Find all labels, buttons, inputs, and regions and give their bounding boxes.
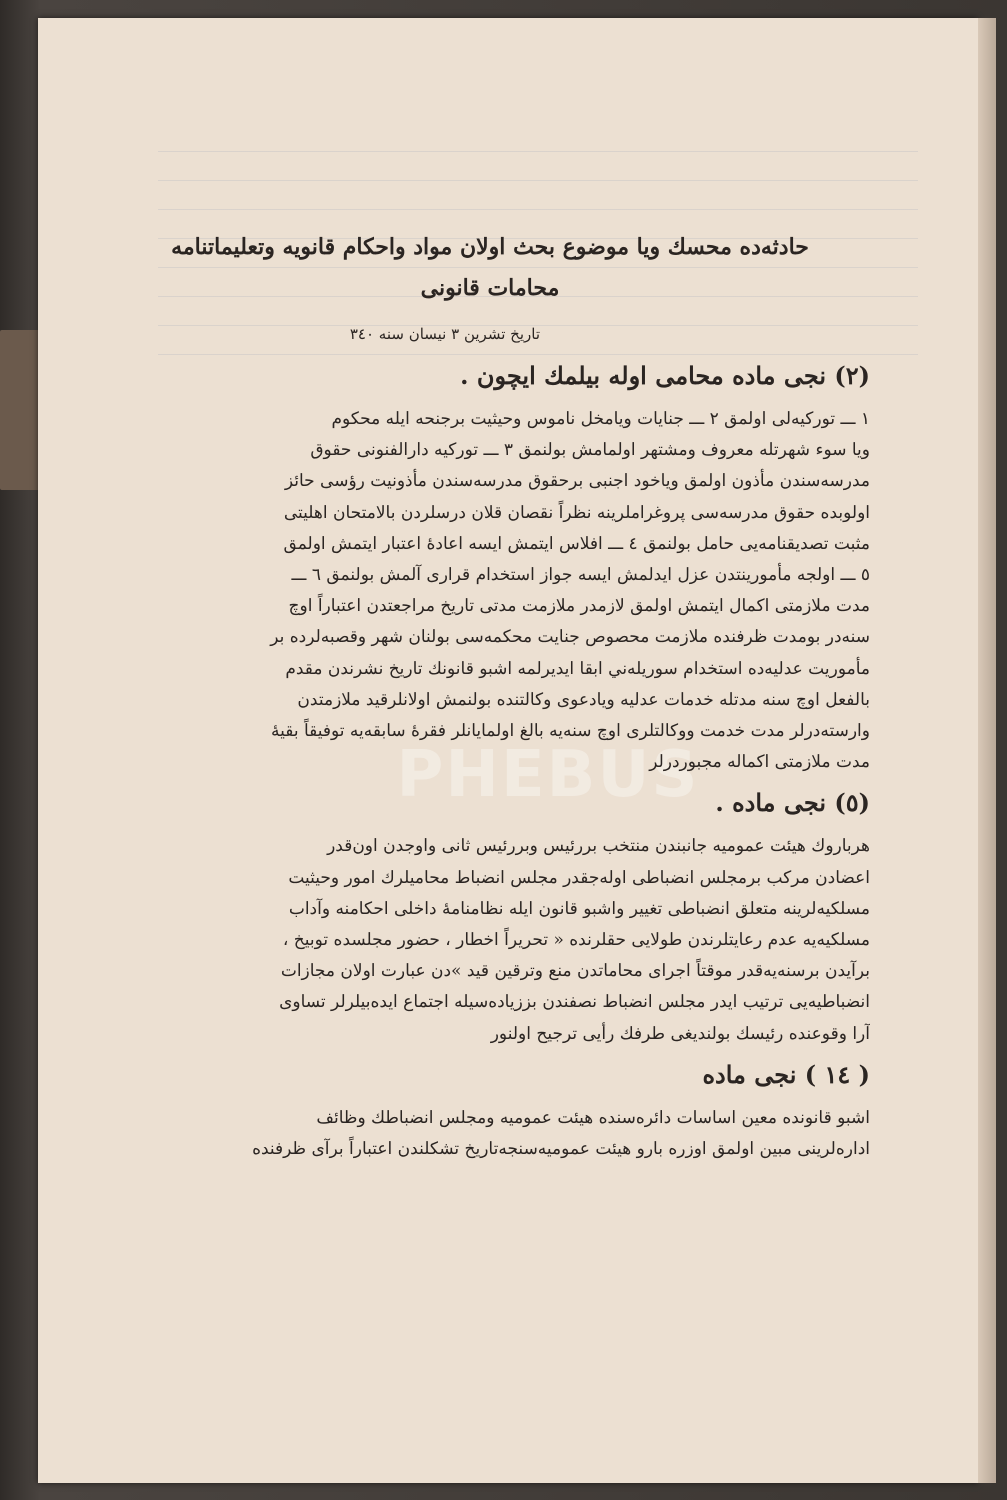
text-line: ٥ ـــ اولجه مأمورينتدن عزل ايدلمش ايسه جواز استخدام قراری آلمش بولنمق ٦ ـــ: [291, 565, 870, 586]
date-line: تاريخ تشرين ٣ نيسان سنه ٣٤٠: [349, 325, 540, 343]
text-line: اولوبده حقوق مدرسه‌سی پروغراملرينه نظراً نقصان قلان درسلردن بالامتحان اهليتی: [283, 502, 870, 523]
text-line: برآيدن برسنه‌يه‌قدر موقتاً اجرای محاماتدن منع وترقين قيد »دن عبارت اولان مجازات: [280, 961, 870, 982]
text-line: مسلكيه‌يه عدم رعايتلرندن طولايی حقلرنده « تحريراً اخطار ، حضور مجلسده توبيخ ،: [282, 930, 870, 951]
section-heading: (٢) نجی ماده محامی اوله بيلمك ايچون .: [460, 361, 870, 390]
text-line: انضباطيه‌يی ترتيب ايدر مجلس انضباط نصفندن بززياده‌سيله اجتماع ايده‌بيلرلر تساوی: [279, 992, 870, 1013]
text-line: وارسته‌درلر مدت خدمت ووكالتلری اوچ سنه‌يه بالغ اولمايانلر فقرهٔ سابقه‌يه توفيقاً بقيهٔ: [271, 721, 870, 742]
text-line: هرباروك هيئت عموميه جانبندن منتخب بررئيس وبررئيس ثانی واوجدن اون‌قدر: [327, 836, 870, 857]
text-line: مأموريت عدليه‌ده استخدام سوريله‌ني ابقا ايديرلمه اشبو قانونك تاريخ نشرندن مقدم: [285, 658, 870, 679]
document-body: [110, 225, 870, 1175]
section-article-5: [110, 788, 870, 1049]
section-heading: (٥) نجی ماده .: [715, 788, 870, 818]
text-line: مثبت تصديقنامه‌يی حامل بولنمق ٤ ـــ افلاس ايتمش ايسه اعادهٔ اعتبار ايتمش اولمق: [283, 533, 870, 554]
text-line: مدرسه‌سندن مأذون اولمق وياخود اجنبی برحقوق مدرسه‌سندن مأذونيت رؤسی حائز: [284, 471, 870, 492]
text-line: آرا وقوعنده رئيسك بولنديغی طرفك رأيی ترجيح اولنور: [490, 1023, 870, 1044]
section-paragraph: [110, 831, 870, 1049]
document-title: حادثه‌ده محسك ويا موضوع بحث اولان مواد واحكام قانويه وتعليماتنامه: [171, 234, 809, 260]
watermark: PHEBUS: [396, 738, 700, 812]
text-line: اداره‌لرينی مبين اولمق اوزره بارو هيئت عموميه‌سنجه‌تاريخ تشكلندن اعتباراً برآی ظرفنده: [252, 1139, 870, 1160]
text-line: اعضادن مركب برمجلس انضباطی اوله‌جقدر مجلس انضباط محاميلرك امور وحيثيت: [288, 867, 870, 888]
section-article-14: [110, 1060, 870, 1165]
text-line: ويا سوء شهرتله معروف ومشتهر اولمامش بولنمق ٣ ـــ توركيه دارالفنونی حقوق: [310, 440, 870, 461]
document-subtitle: محامات قانونی: [420, 275, 560, 301]
section-paragraph: [110, 404, 870, 778]
section-paragraph: [110, 1103, 870, 1165]
section-article-2: [110, 361, 870, 778]
section-heading: ( ١٤ ) نجی ماده: [702, 1059, 870, 1089]
text-line: اشبو قانونده معين اساسات دائره‌سنده هيئت عموميه ومجلس انضباطك وظائف: [316, 1107, 870, 1128]
text-line: مدت ملازمتی اكمال ايتمش اولمق لازمدر ملازمت مدتی تاريخ مراجعتدن اعتباراً اوچ: [288, 596, 870, 617]
text-line: ١ ـــ توركيه‌لی اولمق ٢ ـــ جنايات ويامخل ناموس وحيثيت برجنحه ايله محكوم: [331, 409, 870, 429]
text-line: مسلكيه‌لرينه متعلق انضباطی تغيير واشبو قانون ايله نظامنامهٔ داخلی احكامنه وآداب: [288, 898, 870, 919]
text-line: مدت ملازمتی اكماله مجبوردرلر: [649, 752, 870, 773]
text-line: بالفعل اوچ سنه مدتله خدمات عدليه ويادعوی وكالتنده بولنمش اولانلرقيد ملازمتدن: [297, 689, 870, 710]
text-line: سنه‌در بومدت ظرفنده ملازمت محصوص جنايت محكمه‌سی بولنان شهر وقصبه‌لرده بر: [270, 627, 870, 648]
